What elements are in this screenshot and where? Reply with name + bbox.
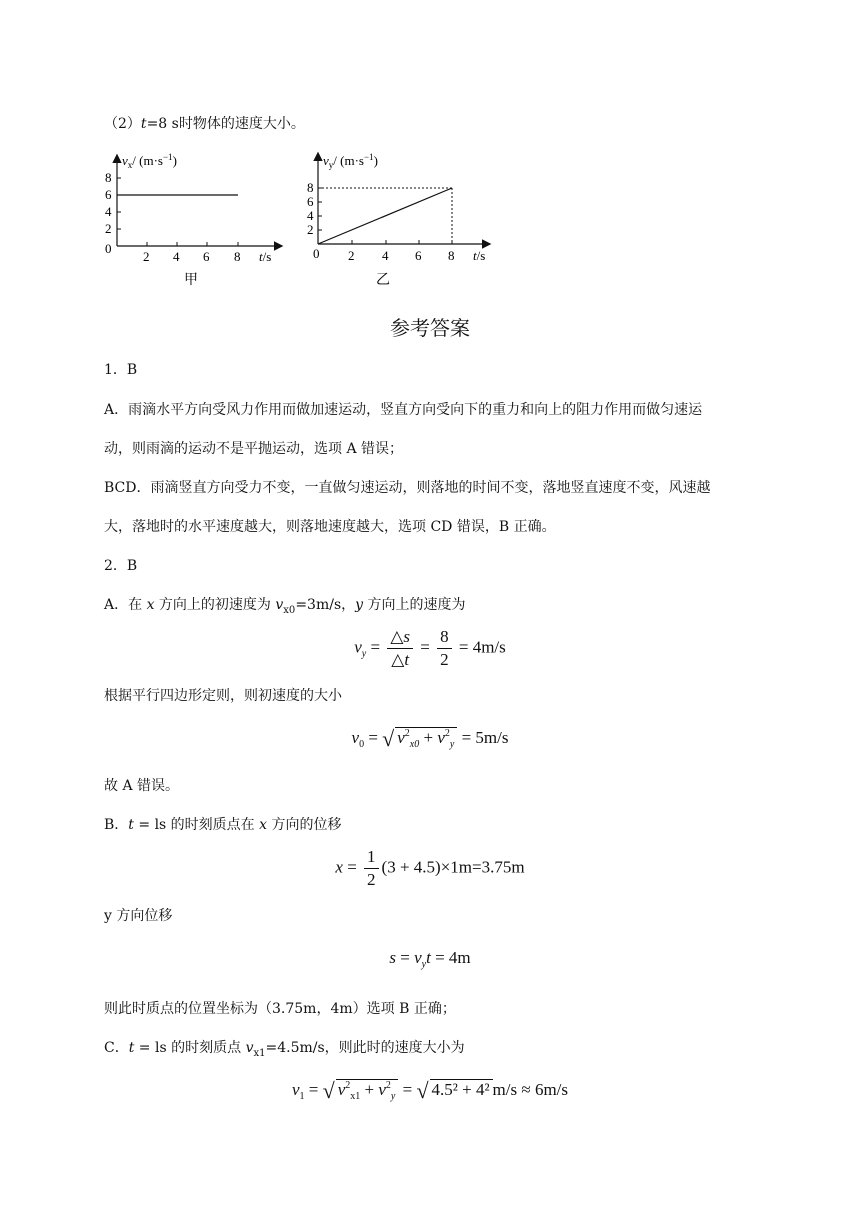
graph-jia [95,148,295,288]
y-tick-label: 6 [105,187,112,202]
x-tick-label: 2 [143,249,150,264]
formula-x-displacement: x = $\frac{1}{2}$ (3 + 4.5)×1m=3.75m [335,847,525,889]
x-tick-label: 4 [173,249,180,264]
y-tick-label: 8 [105,170,112,185]
answer-2-b-text: B．t = ls 的时刻质点在 x 方向的位移 [104,817,342,833]
formula-v0: $v_0$ = √ $v^2_{x0} + v^2_y = 5m/s$ [351,726,509,751]
caption-yi: 乙 [376,273,390,288]
origin-label: 0 [313,246,320,261]
answer-1-label: 1．B [104,362,138,378]
formula-vy: $v_y$ = $\frac{\triangle s}{\triangle t}$ = $\frac{8}{2}$ = 4m/s [354,627,506,669]
series-line-vy [318,188,452,244]
x-tick-label: 8 [234,249,241,264]
y-tick-label: 0 [105,241,112,256]
y-tick-label: 2 [307,222,314,237]
y-tick-label: 4 [307,208,314,223]
y-ticks [105,170,121,256]
answer-2-c-text: C．t = ls 的时刻质点 $v_{x1}=4.5m/s$，则此时的速度大小为 [104,1040,465,1059]
x-tick-label: 8 [448,248,455,263]
y-tick-label: 6 [307,194,314,209]
caption-jia: 甲 [184,273,198,288]
time-variable: t [140,116,147,132]
answer-1-bcd-line2: 大，落地时的水平速度越大，则落地速度越大，选项 CD 错误，B 正确。 [104,519,556,535]
y-axis-label: $v_x/$ $(m\cdot s^{-1})$ [122,152,177,170]
formula-s: $s = v_yt = 4m$ [389,948,471,970]
answers-heading: 参考答案 [390,316,470,340]
y-displacement-label: y 方向位移 [104,908,173,924]
x-tick-label: 4 [382,248,389,263]
y-tick-label: 2 [105,221,112,236]
b-correct: 则此时质点的位置坐标为（3.75m，4m）选项 B 正确； [104,1001,456,1017]
y-ticks [307,180,322,237]
question-2 [104,114,305,134]
answer-2-a-text: A．在 x 方向上的初速度为 $v_{x0}=3m/s$，y 方向上的速度为 [104,597,466,616]
parallelogram-rule: 根据平行四边形定则，则初速度的大小 [104,688,342,704]
x-tick-label: 2 [348,248,355,263]
y-tick-label: 8 [307,180,314,195]
question-text: =8 s时物体的速度大小。 [146,116,305,132]
x-ticks [143,242,241,264]
answer-2-label: 2．B [104,558,138,574]
answer-1-a-line1: A．雨滴水平方向受风力作用而做加速运动，竖直方向受向下的重力和向上的阻力作用而做匀速运 [104,402,703,418]
graph-yi [303,148,503,288]
formula-v1: $v_1$ = √ $v^2_{x1} + v^2_y$ = √ 4.5² + 4² m/s ≈ 6m/s [291,1078,569,1103]
question-prefix: （2） [104,116,141,132]
x-tick-label: 6 [415,248,422,263]
x-tick-label: 6 [203,249,210,264]
y-tick-label: 4 [105,204,112,219]
x-axis-label: t/s [259,249,272,264]
answer-1-a-line2: 动，则雨滴的运动不是平抛运动，选项 A 错误； [104,441,404,457]
y-axis-label: $v_y/$ $(m\cdot s^{-1})$ [323,152,378,170]
a-wrong: 故 A 错误。 [104,778,180,794]
x-axis-label: t/s [473,248,486,263]
answer-1-bcd-line1: BCD．雨滴竖直方向受力不变，一直做匀速运动，则落地的时间不变，落地竖直速度不变，风速越 [104,480,711,496]
